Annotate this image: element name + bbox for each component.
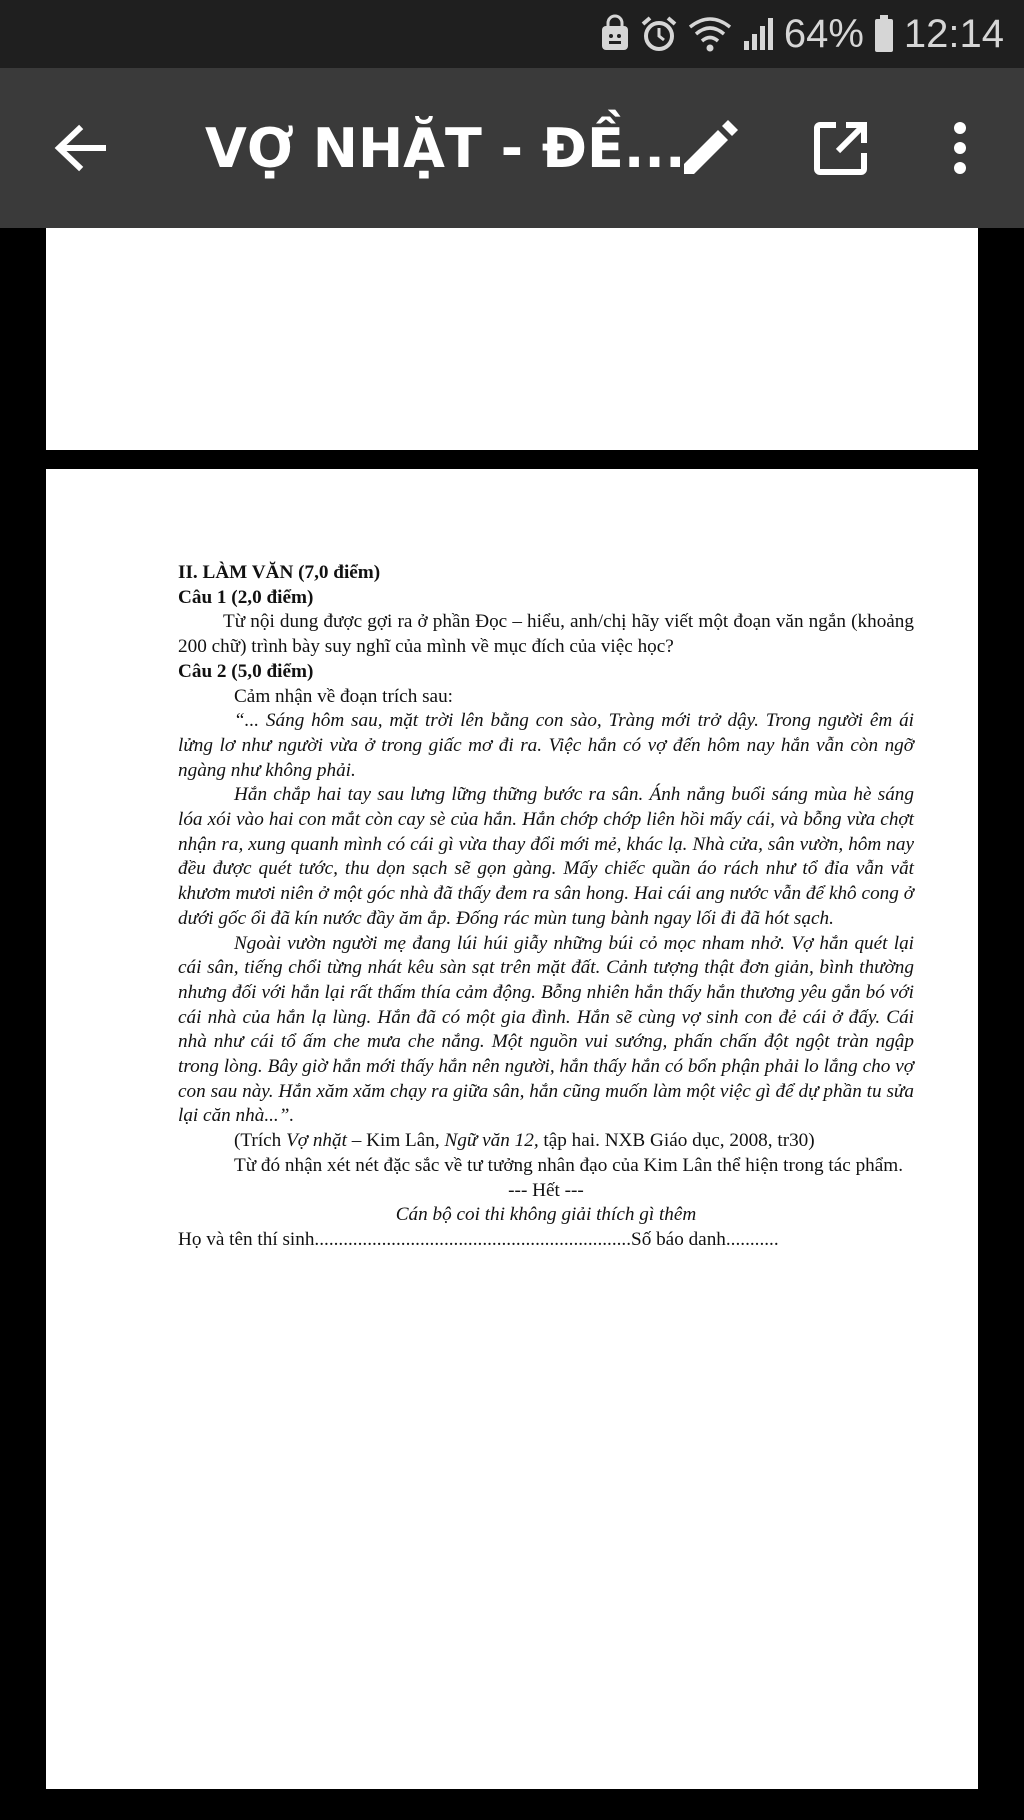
back-button[interactable] <box>25 68 135 228</box>
previous-page <box>46 228 978 450</box>
battery-percent: 64% <box>783 11 864 56</box>
back-arrow-icon <box>53 121 107 175</box>
citation-author: – Kim Lân, <box>346 1130 445 1152</box>
citation-work: Vợ nhặt <box>286 1130 347 1152</box>
edit-pencil-icon <box>680 118 740 178</box>
signal-icon <box>742 17 774 51</box>
open-external-icon <box>814 121 868 175</box>
excerpt-paragraph-3: Ngoài vườn người mẹ đang lúi húi giẫy những búi cỏ mọc nham nhở. Vợ hắn quét lại cái sân, tiếng chổi từng nhát kêu sàn sạt trên mặt đất. Cảnh tượng thật đơn giản, bình thường nhưng đối với hắn lại rất thấm thía cảm động. Bỗng nhiên hắn thấy hắn thương yêu gắn bó với cái nhà của hắn lạ lùng. Hắn đã có một gia đình. Hắn sẽ cùng vợ sinh con đẻ cái ở đấy. Cái nhà như cái tổ ấm che mưa che nắng. Một nguồn vui sướng, phấn chấn đột ngột tràn ngập trong lòng. Bây giờ hắn mới thấy hắn nên người, hắn thấy hắn có bổn phận phải lo lắng cho vợ con sau này. Hắn xăm xăm chạy ra giữa sân, hắn cũng muốn làm một việc gì để dự phần tu sửa lại căn nhà...”. <box>178 932 914 1127</box>
edit-button[interactable] <box>655 68 765 228</box>
question-1-heading: Câu 1 (2,0 điểm) <box>178 586 314 608</box>
current-page <box>46 469 978 1789</box>
citation-prefix: (Trích <box>234 1130 287 1152</box>
android-lock-icon <box>600 16 630 52</box>
excerpt-paragraph-1: “... Sáng hôm sau, mặt trời lên bằng con sào, Tràng mới trở dậy. Trong người êm ái lửng lơ như người vừa ở trong giấc mơ đi ra. Việc hắn có vợ đến hôm nay hắn vẫn còn ngỡ ngàng như không phải. <box>178 710 914 781</box>
invigilator-note: Cán bộ coi thi không giải thích gì thêm <box>395 1204 697 1226</box>
question-2-prompt: Cảm nhận về đoạn trích sau: <box>234 685 453 707</box>
question-2-heading: Câu 2 (5,0 điểm) <box>178 660 314 682</box>
document-title: VỢ NHẶT - ĐỀ... <box>205 116 686 180</box>
wifi-icon <box>688 15 732 53</box>
more-vert-icon <box>950 121 970 175</box>
candidate-signature-line: Họ và tên thí sinh..................................................................Số báo danh........... <box>178 1228 779 1250</box>
status-bar <box>0 0 1024 68</box>
clock-time: 12:14 <box>903 11 1004 56</box>
open-external-button[interactable] <box>786 68 896 228</box>
question-1-text: Từ nội dung được gợi ra ở phần Đọc – hiểu, anh/chị hãy viết một đoạn văn ngắn (khoảng 200 chữ) trình bày suy nghĩ của mình về mục đích của việc học? <box>178 611 914 658</box>
citation <box>178 1129 914 1154</box>
question-2-task: Từ đó nhận xét nét đặc sắc về tư tưởng nhân đạo của Kim Lân thể hiện trong tác phẩm. <box>234 1154 903 1176</box>
app-toolbar <box>0 68 1024 228</box>
page-content <box>178 561 914 1253</box>
document-viewer[interactable] <box>0 228 1024 1820</box>
battery-icon <box>874 15 894 53</box>
section-heading: II. LÀM VĂN (7,0 điểm) <box>178 562 381 583</box>
end-mark: --- Hết --- <box>508 1179 584 1201</box>
excerpt-paragraph-2: Hắn chắp hai tay sau lưng lững thững bước ra sân. Ánh nắng buổi sáng mùa hè sáng lóa xói vào hai con mắt còn cay sè của hắn. Hắn chớp chớp liên hồi mấy cái, và bỗng vừa chợt nhận ra, xung quanh mình có cái gì vừa thay đổi mới mẻ, khác lạ. Nhà cửa, sân vườn, hôm nay đều được quét tước, thu dọn sạch sẽ gọn gàng. Mấy chiếc quần áo rách như tổ đỉa vẫn vắt khươm mươi niên ở một góc nhà đã thấy đem ra sân hong. Hai cái ang nước vẫn để khô cong ở dưới gốc ổi đã kín nước đầy ăm ắp. Đống rác mùn tung bành ngay lối đi đã hót sạch. <box>178 784 914 929</box>
alarm-icon <box>640 15 678 53</box>
citation-book: Ngữ văn 12, <box>444 1130 539 1152</box>
citation-publisher: tập hai. NXB Giáo dục, 2008, tr30) <box>538 1130 815 1152</box>
more-options-button[interactable] <box>905 68 1015 228</box>
